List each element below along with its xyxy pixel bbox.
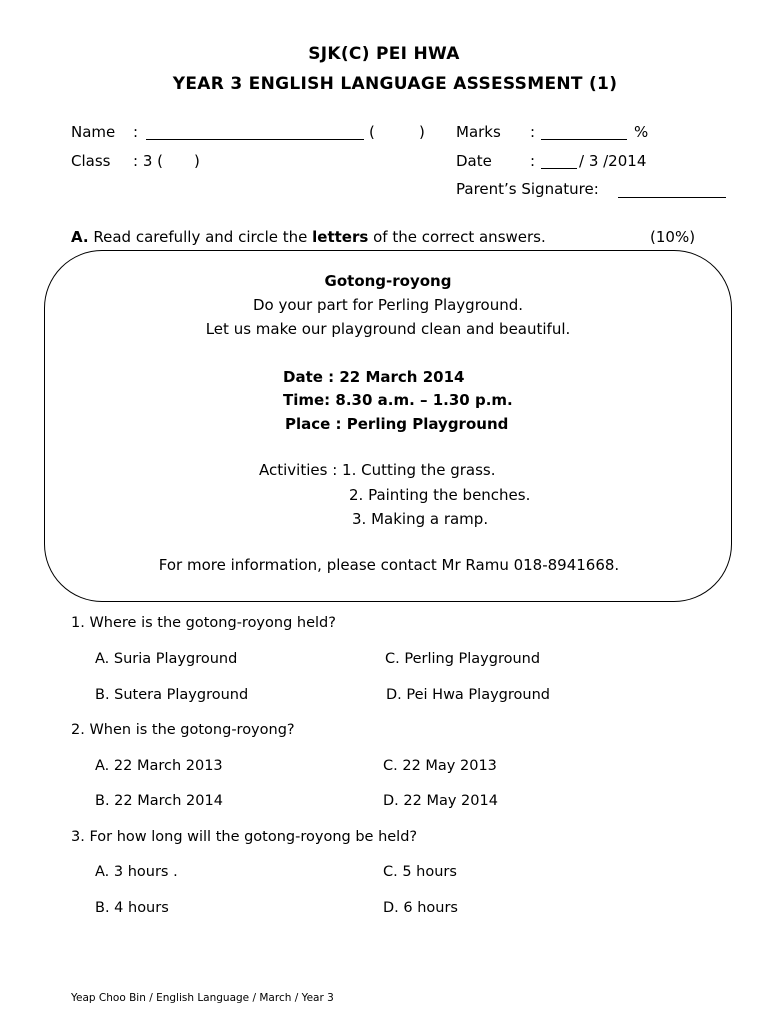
date-colon: : [530, 152, 536, 170]
q1-option-a[interactable]: A. Suria Playground [95, 651, 238, 667]
q1-option-c[interactable]: C. Perling Playground [385, 651, 541, 667]
q3-option-a[interactable]: A. 3 hours . [95, 864, 178, 880]
section-a-percent: (10%) [650, 228, 696, 246]
notice-activity-3: 3. Making a ramp. [352, 510, 489, 528]
name-colon: : [133, 123, 139, 141]
signature-field[interactable] [618, 182, 726, 198]
class-value: : 3 ( [133, 152, 163, 170]
section-letter: A. [71, 228, 89, 246]
question-2: 2. When is the gotong-royong? [71, 722, 295, 738]
name-paren-close: ) [419, 123, 425, 141]
class-paren-close: ) [194, 152, 200, 170]
question-1: 1. Where is the gotong-royong held? [71, 615, 336, 631]
q3-option-c[interactable]: C. 5 hours [383, 864, 457, 880]
date-label: Date [456, 152, 492, 170]
notice-line-1: Do your part for Perling Playground. [252, 296, 524, 314]
q2-option-c[interactable]: C. 22 May 2013 [383, 758, 497, 774]
marks-percent: % [634, 123, 649, 141]
notice-line-2: Let us make our playground clean and beautiful. [205, 320, 571, 338]
notice-contact: For more information, please contact Mr Ramu 018-8941668. [158, 556, 620, 574]
page-footer: Yeap Choo Bin / English Language / March / Year 3 [71, 992, 334, 1004]
assessment-title: YEAR 3 ENGLISH LANGUAGE ASSESSMENT (1) [172, 74, 618, 94]
notice-title: Gotong-royong [324, 272, 452, 290]
instruction-text-bold: letters [312, 228, 369, 246]
q2-option-b[interactable]: B. 22 March 2014 [95, 793, 223, 809]
notice-date: Date : 22 March 2014 [283, 368, 465, 386]
notice-activity-2: 2. Painting the benches. [349, 486, 531, 504]
school-name: SJK(C) PEI HWA [308, 44, 460, 64]
q2-option-a[interactable]: A. 22 March 2013 [95, 758, 223, 774]
question-3: 3. For how long will the gotong-royong be held? [71, 829, 418, 845]
q1-option-d[interactable]: D. Pei Hwa Playground [386, 687, 550, 703]
q2-option-d[interactable]: D. 22 May 2014 [383, 793, 498, 809]
instruction-text-post: of the correct answers. [373, 228, 546, 246]
class-label: Class [71, 152, 111, 170]
marks-field[interactable] [541, 124, 627, 140]
instruction-text-pre: Read carefully and circle the [93, 228, 308, 246]
date-day-field[interactable] [541, 153, 577, 169]
q1-option-b[interactable]: B. Sutera Playground [95, 687, 249, 703]
notice-activity-1: Activities : 1. Cutting the grass. [259, 461, 496, 479]
q3-option-b[interactable]: B. 4 hours [95, 900, 169, 916]
section-a-instruction [71, 228, 546, 246]
notice-place: Place : Perling Playground [285, 415, 509, 433]
notice-time: Time: 8.30 a.m. – 1.30 p.m. [283, 391, 513, 409]
q3-option-d[interactable]: D. 6 hours [383, 900, 458, 916]
date-value: / 3 /2014 [579, 152, 647, 170]
name-field[interactable] [146, 124, 364, 140]
signature-label: Parent’s Signature: [456, 180, 599, 198]
marks-label: Marks [456, 123, 501, 141]
name-label: Name [71, 123, 116, 141]
name-paren-open: ( [369, 123, 375, 141]
marks-colon: : [530, 123, 536, 141]
